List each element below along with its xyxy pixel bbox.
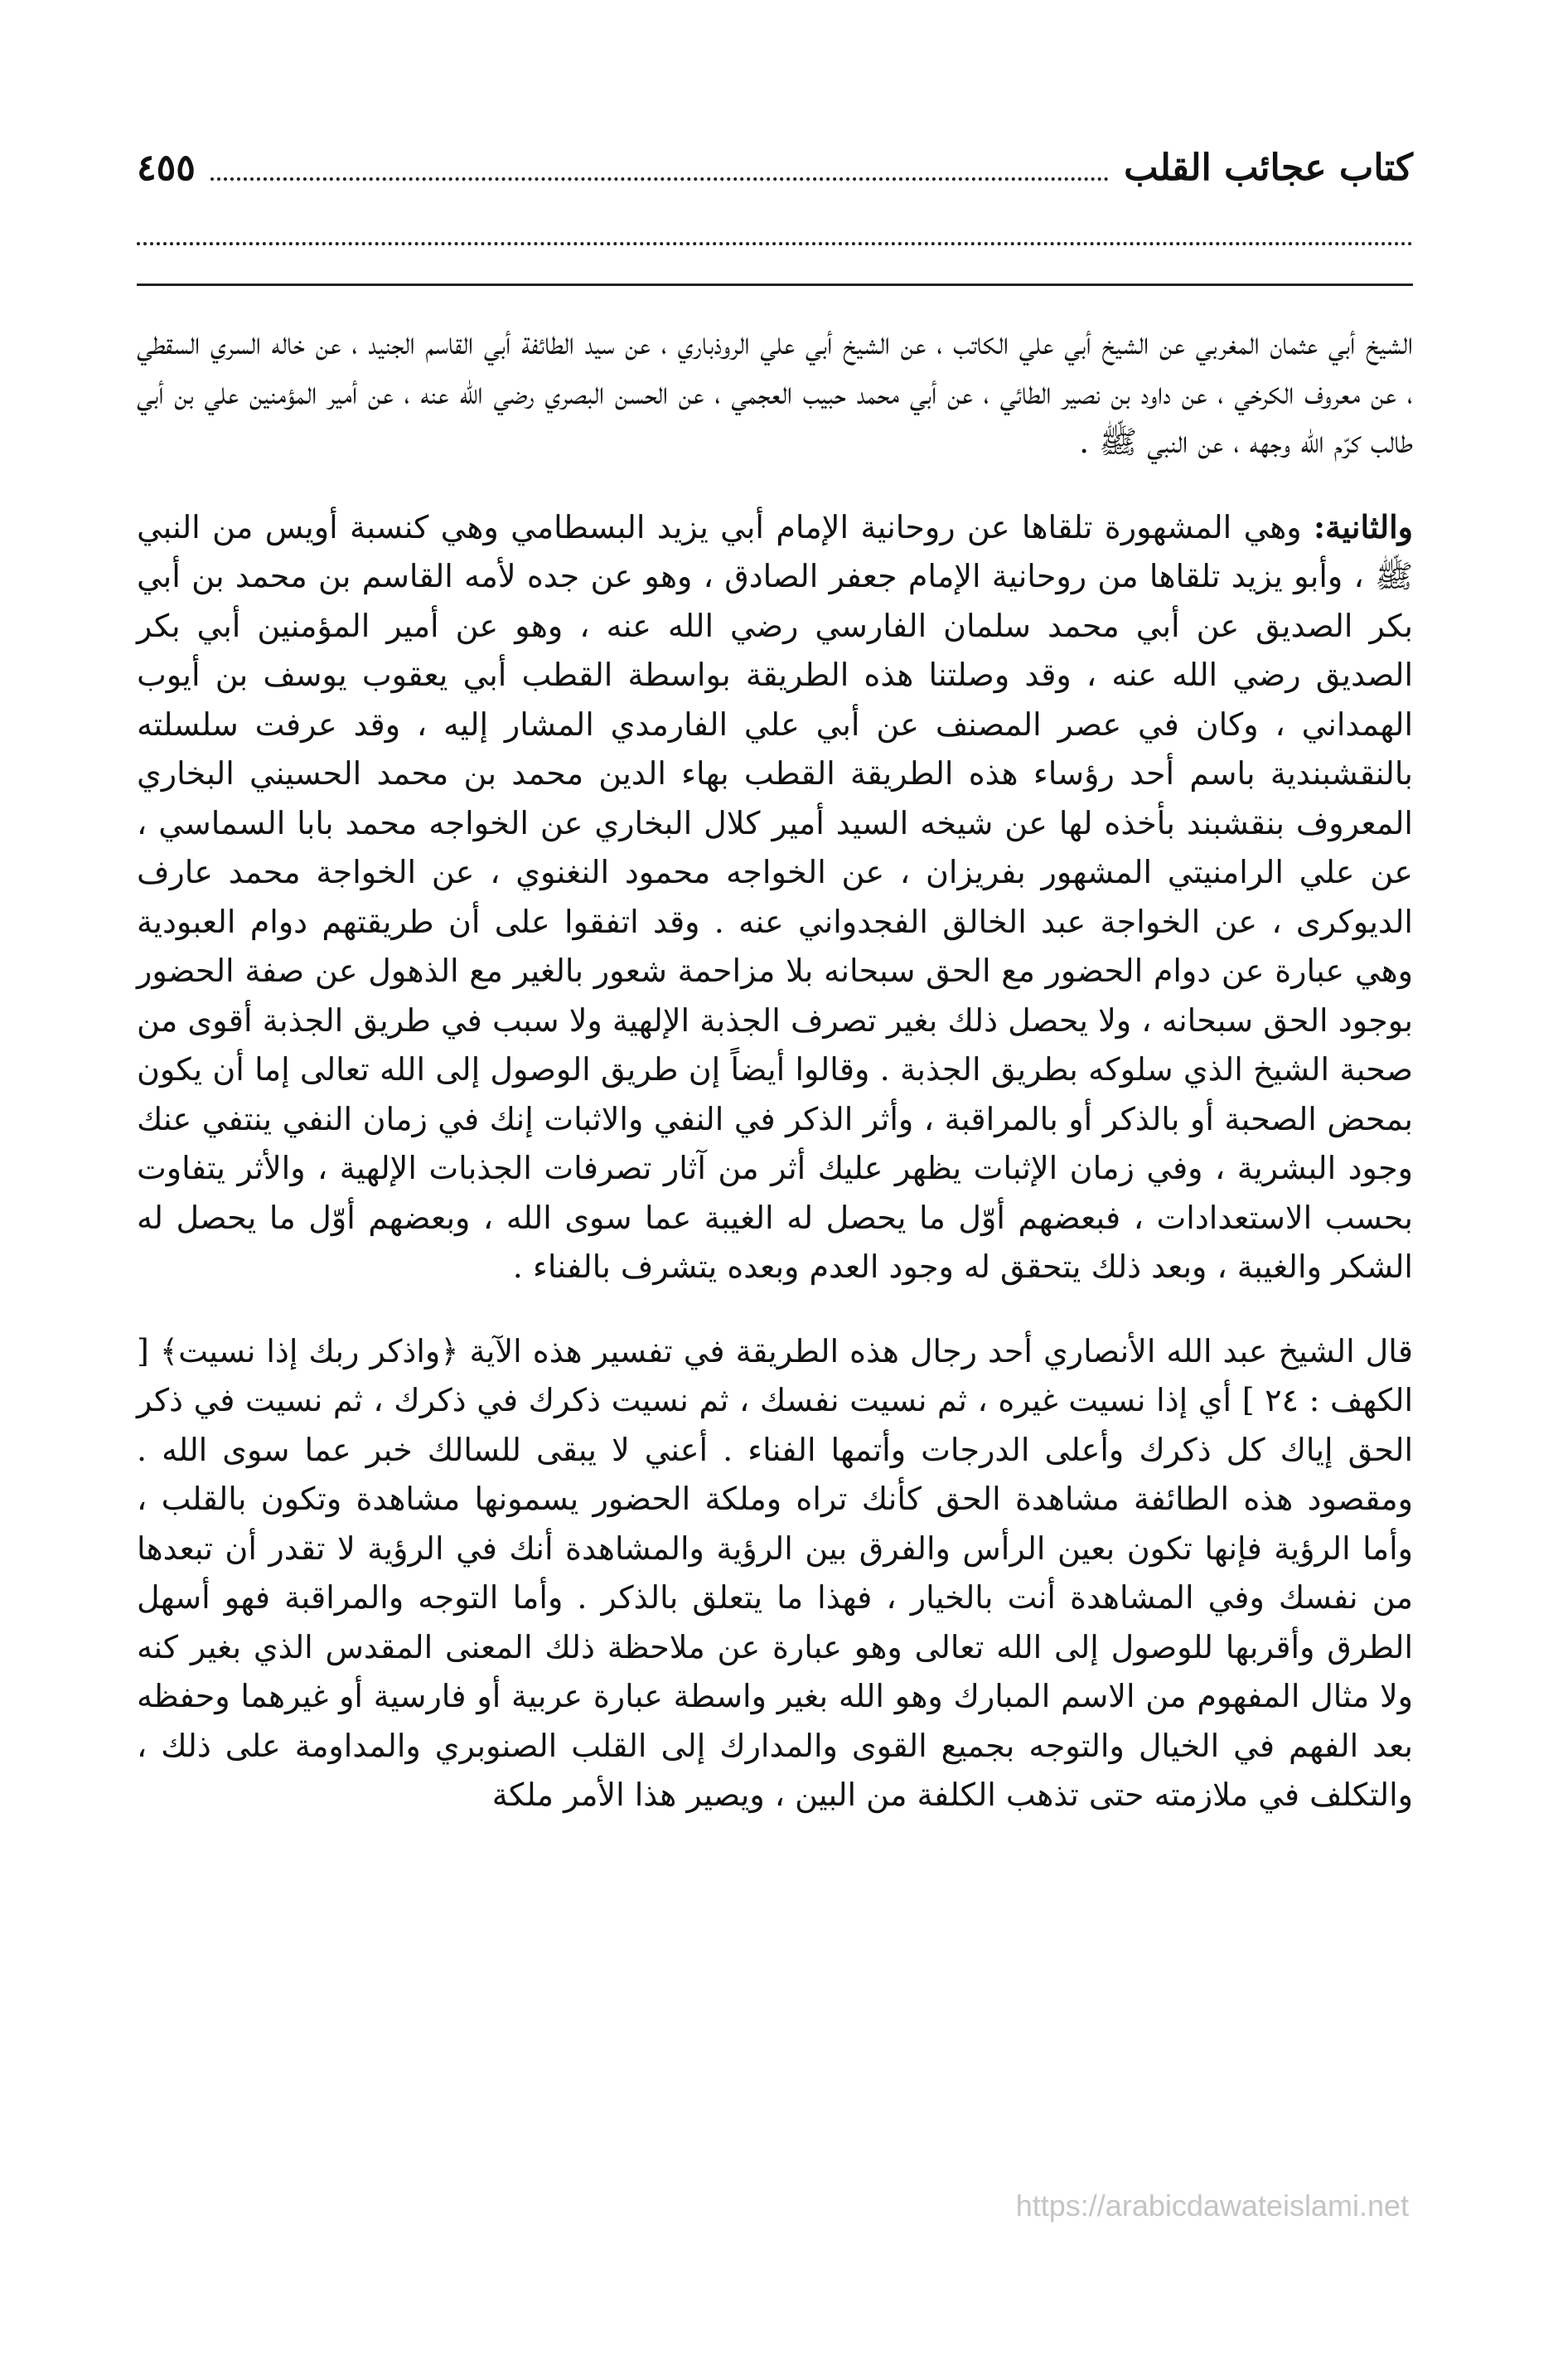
- paragraph-second-chain: [137, 502, 1413, 1292]
- body-text: [137, 319, 1413, 1820]
- watermark-url: https://arabicdawateislami.net: [1015, 2189, 1409, 2222]
- header-title: كتاب عجائب القلب: [1124, 147, 1413, 189]
- paragraph-lead: والثانية:: [1314, 507, 1413, 545]
- header-leader-dots: [210, 177, 1109, 181]
- paragraph-chain-of-transmission: [137, 319, 1413, 468]
- footnote-separator-dots: [137, 242, 1413, 245]
- paragraph-text: قال الشيخ عبد الله الأنصاري أحد رجال هذه الطريقة في تفسير هذه الآية ﴿واذكر ربك إذا نسيت﴾ [ الكهف : ٢٤ ] أي إذا نسيت غيره ، ثم نسيت نفسك ، ثم نسيت ذكرك في ذكرك ، ثم نسيت في ذكر الحق إياك كل ذكرك وأعلى الدرجات وأتمها الفناء . أعني لا يبقى للسالك خبر عما سوى الله . ومقصود هذه الطائفة مشاهدة الحق كأنك تراه وملكة الحضور يسمونها مشاهدة وتكون بالقلب ، وأما الرؤية فإنها تكون بعين الرأس والفرق بين الرؤية والمشاهدة أنك في الرؤية لا تقدر أن تبعدها من نفسك وفي المشاهدة أنت بالخيار ، فهذا ما يتعلق بالذكر . وأما التوجه والمراقبة فهو أسهل الطرق وأقربها للوصول إلى الله تعالى وهو عبارة عن ملاحظة ذلك المعنى المقدس الذي بغير كنه ولا مثال المفهوم من الاسم المبارك وهو الله بغير واسطة عبارة عربية أو فارسية أو غيرهما وحفظه بعد الفهم في الخيال والتوجه بجميع القوى والمدارك إلى القلب الصنوبري والمداومة على ذلك ، والتكلف في ملازمته حتى تذهب الكلفة من البين ، ويصير هذا الأمر ملكة: [137, 1332, 1414, 1813]
- paragraph-text: وهي المشهورة تلقاها عن روحانية الإمام أبي يزيد البسطامي وهي كنسبة أويس من النبي ﷺ ، وأبو يزيد تلقاها من روحانية الإمام جعفر الصادق ، وهو عن جده لأمه القاسم بن محمد بن أبي بكر الصديق عن أبي محمد سلمان الفارسي رضي الله عنه ، وهو عن أمير المؤمنين أبي بكر الصديق رضي الله عنه ، وقد وصلتنا هذه الطريقة بواسطة القطب أبي يعقوب يوسف بن أيوب الهمداني ، وكان في عصر المصنف عن أبي علي الفارمدي المشار إليه ، وقد عرفت سلسلته بالنقشبندية باسم أحد رؤساء هذه الطريقة القطب بهاء الدين محمد بن محمد الحسيني البخاري المعروف بنقشبند بأخذه لها عن شيخه السيد أمير كلال البخاري عن الخواجه محمد بابا السماسي ، عن علي الرامنيتي المشهور بفريزان ، عن الخواجه محمود النغنوي ، عن الخواجة محمد عارف الديوكرى ، عن الخواجة عبد الخالق الفجدواني عنه . وقد اتفقوا على أن طريقتهم دوام العبودية وهي عبارة عن دوام الحضور مع الحق سبحانه بلا مزاحمة شعور بالغير مع الذهول عن صفة الحضور بوجود الحق سبحانه ، ولا يحصل ذلك بغير تصرف الجذبة الإلهية ولا سبب في طريق الجذبة أقوى من صحبة الشيخ الذي سلوكه بطريق الجذبة . وقالوا أيضاً إن طريق الوصول إلى الله تعالى إما أن يكون بمحض الصحبة أو بالذكر أو بالمراقبة ، وأثر الذكر في النفي والاثبات إنك في زمان النفي ينتفي عنك وجود البشرية ، وفي زمان الإثبات يظهر عليك أثر من آثار تصرفات الجذبات الإلهية ، والأثر يتفاوت بحسب الاستعدادات ، فبعضهم أوّل ما يحصل له الغيبة عما سوى الله ، وبعضهم أوّل ما يحصل له الشكر والغيبة ، وبعد ذلك يتحقق له وجود العدم وبعده يتشرف بالفناء .: [137, 508, 1413, 1285]
- paragraph-text: الشيخ أبي عثمان المغربي عن الشيخ أبي علي الكاتب ، عن الشيخ أبي علي الروذباري ، عن سيد الطائفة أبي القاسم الجنيد ، عن خاله السري السقطي ، عن معروف الكرخي ، عن داود بن نصير الطائي ، عن أبي محمد حبيب العجمي ، عن الحسن البصري رضي الله عنه ، عن أمير المؤمنين علي بن أبي طالب كرّم الله وجهه ، عن النبي ﷺ .: [137, 325, 1413, 460]
- header-rule: [137, 284, 1413, 286]
- paragraph-ansari-commentary: [137, 1327, 1413, 1820]
- running-header: [137, 131, 1413, 189]
- page-number: ٤٥٥: [137, 147, 196, 189]
